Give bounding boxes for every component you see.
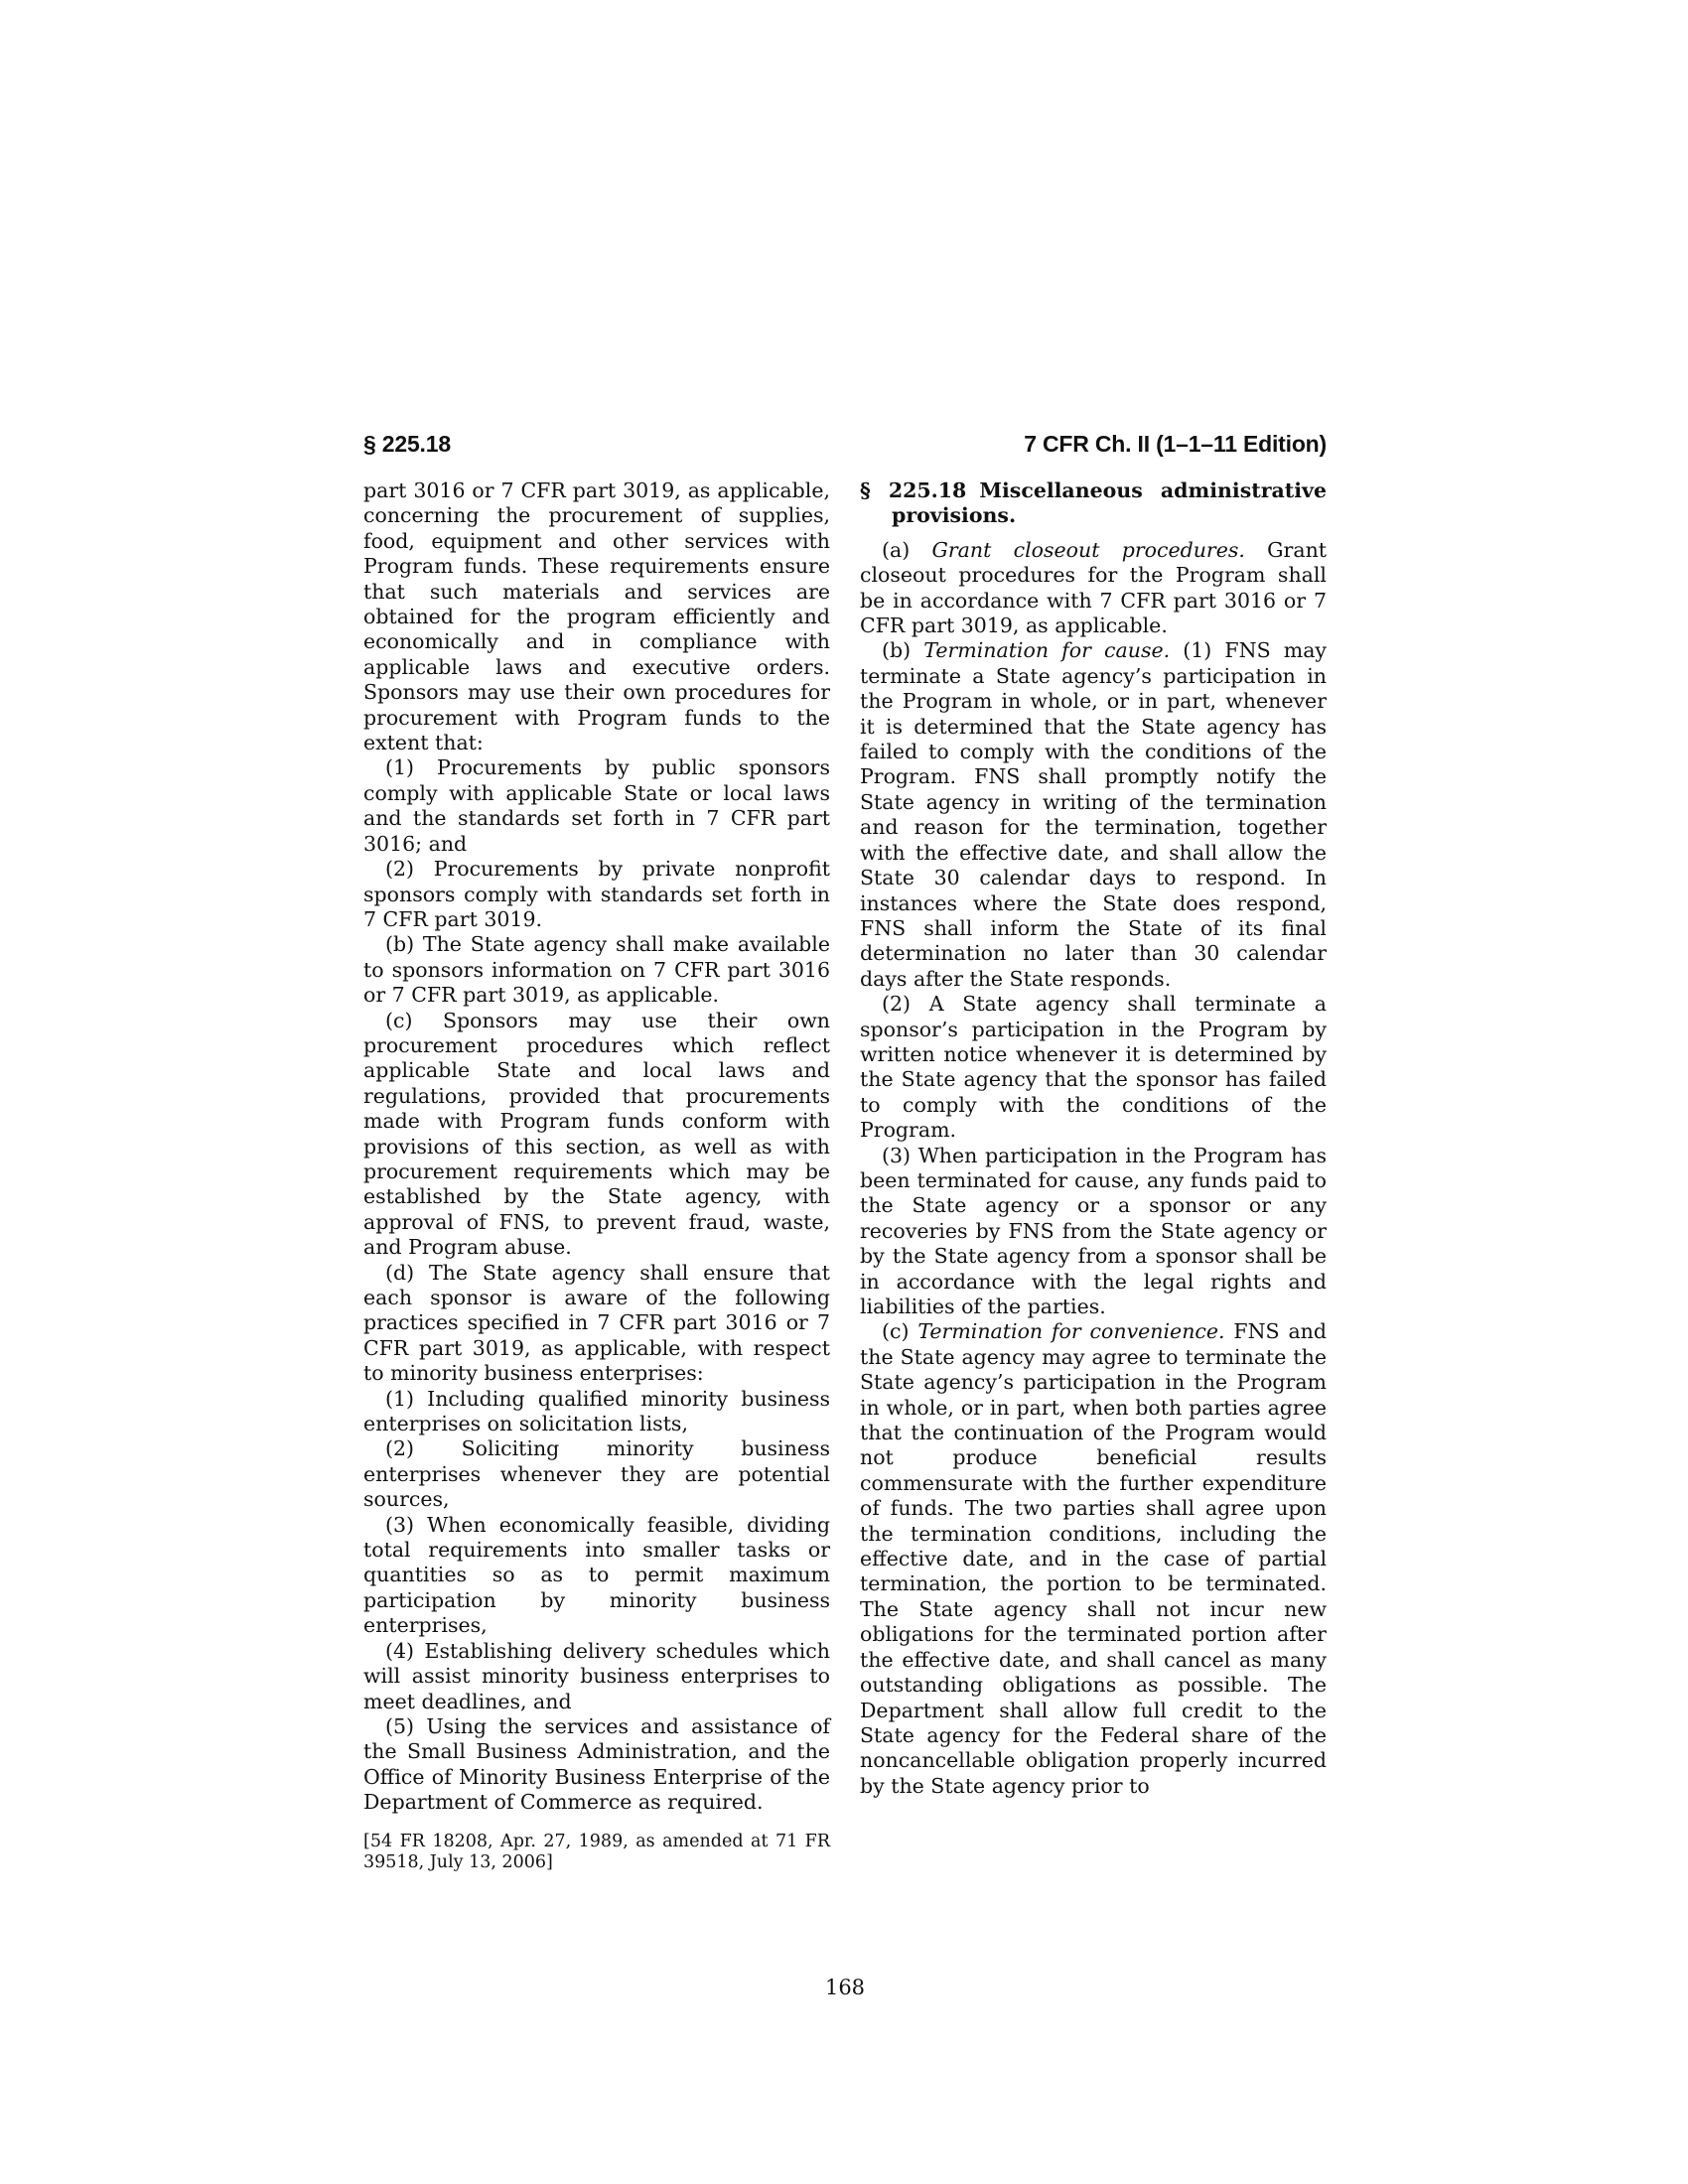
text-run: Termination for convenience.: [917, 1319, 1225, 1344]
text-run: part 3016 or 7 CFR part 3019, as applicable, concerning the procurement of supplies, food, equipment and other services with Program funds. These requirements ensure that such materials and services are obtained for the program efficiently and economically and in compliance with applicable laws and executive orders. Sponsors may use their own procedures for procurement with Program funds to the extent that:: [363, 478, 830, 755]
text-run: Termination for cause.: [923, 638, 1171, 663]
text-run: (d) The State agency shall ensure that each sponsor is aware of the following practices specified in 7 CFR part 3016 or 7 CFR part 3019, as applicable, with respect to minority business enterprises:: [363, 1260, 830, 1386]
page-body: [363, 478, 1327, 1874]
text-run: Grant closeout procedures for the Program shall be in accordance with 7 CFR part 3016 or 7 CFR part 3019, as applicable.: [860, 537, 1328, 638]
paragraph: [860, 638, 1327, 992]
text-run: (5) Using the services and assistance of the Small Business Administration, and the Office of Minority Business Enterprise of the Department of Commerce as required.: [363, 1713, 830, 1815]
text-run: (3) When economically feasible, dividing total requirements into smaller tasks or quantities so as to permit maximum participation by minority business enterprises,: [363, 1512, 830, 1638]
text-run: Miscellaneous administrative provisions.: [892, 478, 1327, 528]
paragraph: [860, 1319, 1327, 1799]
paragraph: [363, 932, 830, 1008]
left-column: [363, 478, 830, 1874]
header-edition: 7 CFR Ch. II (1–1–11 Edition): [1024, 431, 1327, 457]
text-run: FNS and the State agency may agree to terminate the State agency’s participation in the Program in whole, or in part, when both parties agree that the continuation of the Program would not produce beneficial results commensurate with the further expenditure of funds. The two parties shall agree upon the termination conditions, including the effective date, and in the case of partial termination, the portion to be terminated. The State agency shall not incur new obligations for the terminated portion after the effective date, and shall cancel as many outstanding obligations as possible. The Department shall allow full credit to the State agency for the Federal share of the noncancellable obligation properly incurred by the State agency prior to: [860, 1319, 1327, 1798]
source-citation: [363, 1832, 830, 1874]
text-run: Grant closeout procedures.: [931, 537, 1245, 562]
text-run: (b) The State agency shall make available to sponsors information on 7 CFR part 3016 or 7 CFR part 3019, as applicable.: [363, 932, 830, 1008]
paragraph: [363, 1714, 830, 1816]
paragraph: [860, 992, 1327, 1143]
text-run: (b): [882, 638, 924, 663]
paragraph: [860, 538, 1327, 639]
paragraph: [363, 857, 830, 932]
text-run: (2) A State agency shall terminate a sponsor’s participation in the Program by written notice whenever it is determined by the State agency that the sponsor has failed to comply with the conditions of the Program.: [860, 992, 1327, 1143]
header-section-number: § 225.18: [363, 431, 451, 457]
text-run: (a): [882, 537, 932, 562]
paragraph: [363, 1387, 830, 1437]
paragraph: [363, 478, 830, 755]
page-number: 168: [824, 1976, 866, 1999]
text-run: (4) Establishing delivery schedules which will assist minority business enterprises to meet deadlines, and: [363, 1638, 830, 1713]
text-run: § 225.18: [860, 478, 967, 502]
paragraph: [363, 1639, 830, 1714]
page-header: [363, 431, 1327, 458]
paragraph: [860, 1144, 1327, 1320]
section-heading: [860, 478, 1327, 529]
text-run: [54 FR 18208, Apr. 27, 1989, as amended at 71 FR 39518, July 13, 2006]: [363, 1831, 830, 1873]
text-run: (1) Procurements by public sponsors comply with applicable State or local laws and the standards set forth in 7 CFR part 3016; and: [363, 755, 830, 856]
page-footer: [363, 1976, 1327, 1999]
text-run: (2) Procurements by private nonprofit sponsors comply with standards set forth in 7 CFR part 3019.: [363, 857, 830, 931]
paragraph: [363, 1009, 830, 1261]
paragraph: [363, 1261, 830, 1387]
paragraph: [363, 755, 830, 857]
text-run: (2) Soliciting minority business enterprises whenever they are potential sources,: [363, 1436, 830, 1512]
text-run: (1) Including qualified minority business enterprises on solicitation lists,: [363, 1386, 830, 1436]
paragraph: [363, 1436, 830, 1512]
text-run: (1) FNS may terminate a State agency’s participation in the Program in whole, or in part, whenever it is determined that the State agency has failed to comply with the conditions of the Program. FNS shall promptly notify the State agency in writing of the termination and reason for the termination, together with the effective date, and shall allow the State 30 calendar days to respond. In instances where the State does respond, FNS shall inform the State of its final determination no later than 30 calendar days after the State responds.: [860, 638, 1327, 991]
paragraph: [363, 1513, 830, 1639]
right-column: [860, 478, 1327, 1874]
text-run: (c): [882, 1319, 918, 1344]
text-run: (c) Sponsors may use their own procurement procedures which reflect applicable State and local laws and regulations, provided that procurements made with Program funds conform with provisions of this section, as well as with procurement requirements which may be established by the State agency, with approval of FNS, to prevent fraud, waste, and Program abuse.: [363, 1008, 830, 1260]
text-run: (3) When participation in the Program has been terminated for cause, any funds paid to the State agency or a sponsor or any recoveries by FNS from the State agency or by the State agency from a sponsor shall be in accordance with the legal rights and liabilities of the parties.: [860, 1143, 1327, 1318]
